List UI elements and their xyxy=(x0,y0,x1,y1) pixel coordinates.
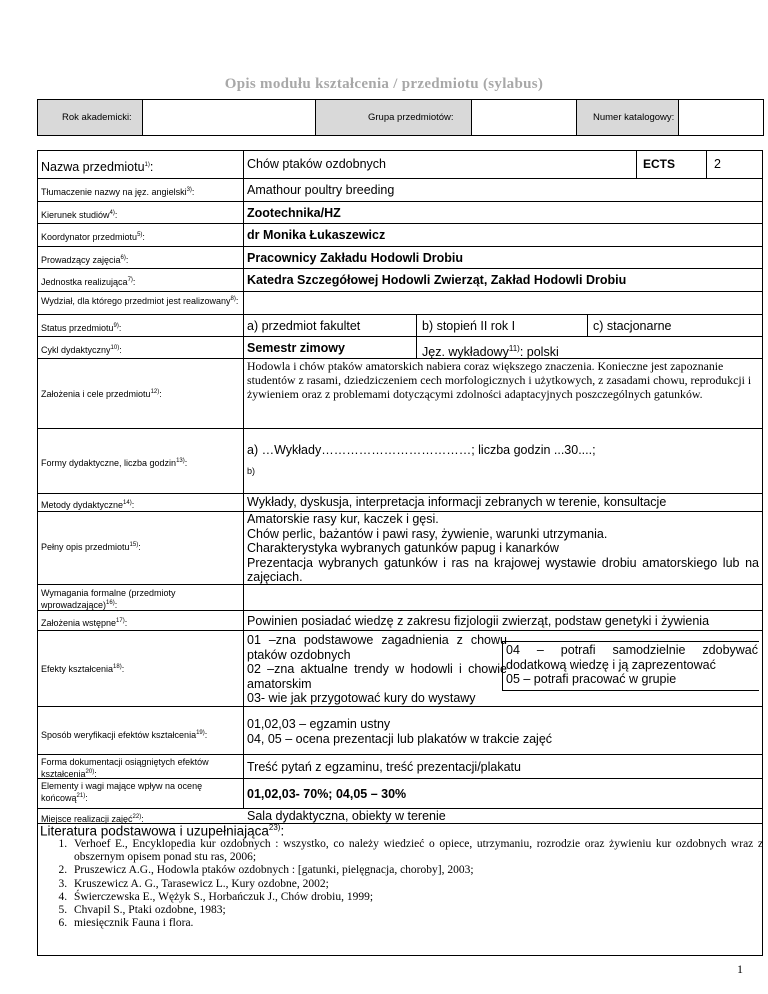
rok-akademicki-field xyxy=(142,99,316,136)
metody-label: Metody dydaktyczne xyxy=(41,500,124,510)
wymagania-label: Wymagania formalne (przedmioty wprowadzające) xyxy=(41,588,176,610)
row-formy: Formy dydaktyczne, liczba godzin$^{13)}$: a) …Wykłady………………………………; liczba godzin ...30....; b) xyxy=(38,428,762,493)
row-nazwa: Nazwa przedmiotu$^{1)}$: Chów ptaków ozdobnych ECTS 2 xyxy=(38,151,762,178)
formy-a: a) …Wykłady………………………………; liczba godzin ...30....; xyxy=(247,443,596,457)
opis-line: Amatorskie rasy kur, kaczek i gęsi. xyxy=(247,512,439,526)
literatura-item: 3. Kruszewicz A. G., Tarasewicz L., Kury ozdobne, 2002; xyxy=(70,878,763,891)
koordynator-value: dr Monika Łukaszewicz xyxy=(247,228,386,242)
sposob-value xyxy=(247,717,552,747)
kierunek-label: Kierunek studiów xyxy=(41,210,110,220)
literatura-item: 2. Pruszewicz A.G., Hodowla ptaków ozdobnych : [gatunki, pielęgnacja, choroby], 2003; xyxy=(70,864,763,877)
efekty-left xyxy=(247,633,507,706)
ects-label: ECTS xyxy=(643,157,676,171)
opis-label: Pełny opis przedmiotu xyxy=(41,542,130,552)
row-wstepne: Założenia wstępne$^{17)}$: Powinien posiadać wiedzę z zakresu fizjologii zwierząt, podstaw genetyki i żywienia xyxy=(38,610,762,630)
numer-katalogowy-field xyxy=(678,99,764,136)
row-forma-dok: Forma dokumentacji osiągniętych efektów kształcenia$^{20)}$: Treść pytań z egzaminu, treść prezentacji/plakatu xyxy=(38,754,762,778)
sposob-line: 01,02,03 – egzamin ustny xyxy=(247,717,391,731)
row-sposob: Sposób weryfikacji efektów kształcenia$^{19)}$: 01,02,03 – egzamin ustny 04, 05 – ocena prezentacji lub plakatów w trakcie zajęć xyxy=(38,706,762,754)
row-jednostka: Jednostka realizująca$^{7)}$: Katedra Szczegółowej Hodowli Zwierząt, Zakład Hodowli Drobiu xyxy=(38,268,762,291)
efekt-item: 02 –zna aktualne trendy w hodowli i chowie amatorskim xyxy=(247,662,507,691)
numer-katalogowy-label: Numer katalogowy: xyxy=(593,112,675,123)
row-zalozenia: Założenia i cele przedmiotu$^{12)}$: Hodowla i chów ptaków amatorskich nabiera coraz większego znaczenia. Konieczne jest zapoznanie studentów z rasami, dziedziczeniem cech morfologicznych i użytkowych, z zasadami chowu, reprodukcji i żywieniem oraz z problemami dotyczącymi zdolności adaptacyjnych poszczególnych gatunków. xyxy=(38,358,762,428)
elementy-value: 01,02,03- 70%; 04,05 – 30% xyxy=(247,787,407,801)
wstepne-value: Powinien posiadać wiedzę z zakresu fizjologii zwierząt, podstaw genetyki i żywienia xyxy=(247,614,710,628)
formy-b: b) xyxy=(247,466,256,476)
status-c: c) stacjonarne xyxy=(593,319,672,333)
zalozenia-label: Założenia i cele przedmiotu xyxy=(41,389,151,399)
zalozenia-value: Hodowla i chów ptaków amatorskich nabiera coraz większego znaczenia. Konieczne jest zapoznanie studentów z rasami, dziedziczeniem cech morfologicznych i użytkowych, z zasadami chowu, reprodukcji i żywieniem oraz z problemami dotyczącymi zdolności adaptacyjnych poszczególnych gatunków. xyxy=(247,359,752,401)
sposob-label: Sposób weryfikacji efektów kształcenia xyxy=(41,730,197,740)
prowadzacy-label: Prowadzący zajęcia xyxy=(41,255,121,265)
row-tlumaczenie: Tłumaczenie nazwy na jęz. angielski$^{3)}$: Amathour poultry breeding xyxy=(38,178,762,201)
literatura-item: 1. Verhoef E., Encyklopedia kur ozdobnych : wszystko, co należy wiedzieć o opiece, utrzymaniu, rozrodzie oraz żywieniu kur ozdobnych wraz z obszernym opisem ponad stu ras, 2006; xyxy=(70,838,763,864)
sposob-line: 04, 05 – ocena prezentacji lub plakatów w trakcie zajęć xyxy=(247,732,553,746)
jednostka-label: Jednostka realizująca xyxy=(41,277,128,287)
row-efekty: Efekty kształcenia$^{18)}$: 01 –zna podstawowe zagadnienia z chowu ptaków ozdobnych 02 –zna aktualne trendy w hodowli i chowie amatorskim 03- wie jak przygotować kury do wystawy 04 – potrafi samodzielnie zdobywać dodatkową wiedzę i ją zaprezentować 05 – potrafi pracować w grupie xyxy=(38,630,762,706)
grupa-przedmiotow-label: Grupa przedmiotów: xyxy=(368,112,454,123)
literatura-item: 6. miesięcznik Fauna i flora. xyxy=(70,917,763,930)
opis-value xyxy=(247,512,759,585)
literatura-item: 5. Chvapil S., Ptaki ozdobne, 1983; xyxy=(70,904,763,917)
jednostka-value: Katedra Szczegółowej Hodowli Zwierząt, Zakład Hodowli Drobiu xyxy=(247,273,627,287)
jezyk-wykladowy: Jęz. wykładowy$^{11)}$: polski xyxy=(422,344,559,360)
cykl-value: Semestr zimowy xyxy=(247,341,345,355)
efekt-item: 05 – potrafi pracować w grupie xyxy=(506,672,677,686)
ects-value: 2 xyxy=(714,157,721,171)
efekt-item: 04 – potrafi samodzielnie zdobywać dodatkową wiedzę i ją zaprezentować xyxy=(506,643,758,672)
efekt-item: 01 –zna podstawowe zagadnienia z chowu ptaków ozdobnych xyxy=(247,633,507,662)
wydzial-label: Wydział, dla którego przedmiot jest realizowany xyxy=(41,296,231,306)
miejsce-value: Sala dydaktyczna, obiekty w terenie xyxy=(247,809,446,823)
wstepne-label: Założenia wstępne xyxy=(41,618,117,628)
opis-line: Chów perlic, bażantów i pawi rasy, żywienie, warunki utrzymania. xyxy=(247,526,608,541)
elementy-label: Elementy i wagi mające wpływ na ocenę końcową xyxy=(41,781,203,803)
opis-line: Charakterystyka wybranych gatunków papug i kanarków xyxy=(247,541,559,555)
rok-akademicki-label: Rok akademicki: xyxy=(62,112,132,123)
row-cykl: Cykl dydaktyczny$^{10)}$: Semestr zimowy Jęz. wykładowy$^{11)}$: polski xyxy=(38,336,762,358)
row-kierunek: Kierunek studiów$^{4)}$: Zootechnika/HZ xyxy=(38,201,762,223)
header-table xyxy=(37,99,763,136)
row-wydzial: Wydział, dla którego przedmiot jest realizowany$^{8)}$: xyxy=(38,291,762,314)
row-status: Status przedmiotu$^{9)}$: a) przedmiot fakultet b) stopień II rok I c) stacjonarne xyxy=(38,314,762,336)
page-number: 1 xyxy=(737,962,743,976)
efekt-item: 03- wie jak przygotować kury do wystawy xyxy=(247,691,476,705)
nazwa-value: Chów ptaków ozdobnych xyxy=(247,157,386,171)
forma-dok-label: Forma dokumentacji osiągniętych efektów kształcenia xyxy=(41,757,209,779)
tlumaczenie-label: Tłumaczenie nazwy na jęz. angielski xyxy=(41,187,187,197)
status-a: a) przedmiot fakultet xyxy=(247,319,361,333)
row-elementy: Elementy i wagi mające wpływ na ocenę końcową$^{21)}$: 01,02,03- 70%; 04,05 – 30% xyxy=(38,778,762,808)
tlumaczenie-value: Amathour poultry breeding xyxy=(247,183,395,197)
prowadzacy-value: Pracownicy Zakładu Hodowli Drobiu xyxy=(247,251,464,265)
opis-line: Prezentacja wybranych gatunków i ras na krajowej wystawie drobiu amatorskiego lub na zajęciach. xyxy=(247,555,759,584)
forma-dok-value: Treść pytań z egzaminu, treść prezentacji/plakatu xyxy=(247,760,521,774)
page-title: Opis modułu kształcenia / przedmiotu (sylabus) xyxy=(224,76,544,92)
kierunek-value: Zootechnika/HZ xyxy=(247,206,341,220)
literatura-item: 4. Świerczewska E., Wężyk S., Horbańczuk J., Chów drobiu, 1999; xyxy=(70,891,763,904)
grupa-przedmiotow-field xyxy=(471,99,577,136)
formy-label: Formy dydaktyczne, liczba godzin xyxy=(41,458,177,468)
metody-value: Wykłady, dyskusja, interpretacja informacji zebranych w terenie, konsultacje xyxy=(247,495,667,509)
status-b: b) stopień II rok I xyxy=(422,319,516,333)
efekty-label: Efekty kształcenia xyxy=(41,664,114,674)
miejsce-label: Miejsce realizacji zajęć xyxy=(41,814,133,824)
literatura-list xyxy=(40,838,763,930)
cykl-label: Cykl dydaktyczny xyxy=(41,345,111,355)
row-opis: Pełny opis przedmiotu$^{15)}$: Amatorskie rasy kur, kaczek i gęsi. Chów perlic, bażantów i pawi rasy, żywienie, warunki utrzymania. Charakterystyka wybranych gatunków papug i kanarków Prezentacja wybranych gatunków i ras na krajowej wystawie drobiu amatorskiego lub na zajęciach. xyxy=(38,511,762,584)
row-prowadzacy: Prowadzący zajęcia$^{6)}$: Pracownicy Zakładu Hodowli Drobiu xyxy=(38,246,762,268)
row-koordynator: Koordynator przedmiotu$^{5)}$: dr Monika Łukaszewicz xyxy=(38,223,762,246)
row-miejsce: Miejsce realizacji zajęć$^{22)}$: Sala dydaktyczna, obiekty w terenie xyxy=(38,808,762,824)
row-wymagania: Wymagania formalne (przedmioty wprowadzające)$^{16)}$: xyxy=(38,584,762,610)
literatura-title: Literatura podstawowa i uzupełniająca$^{23)}$: xyxy=(40,823,285,839)
row-metody: Metody dydaktyczne$^{14)}$: Wykłady, dyskusja, interpretacja informacji zebranych w terenie, konsultacje xyxy=(38,493,762,511)
status-label: Status przedmiotu xyxy=(41,323,114,333)
koordynator-label: Koordynator przedmiotu xyxy=(41,232,138,242)
nazwa-label: Nazwa przedmiotu xyxy=(41,160,145,175)
efekty-right xyxy=(506,643,758,687)
